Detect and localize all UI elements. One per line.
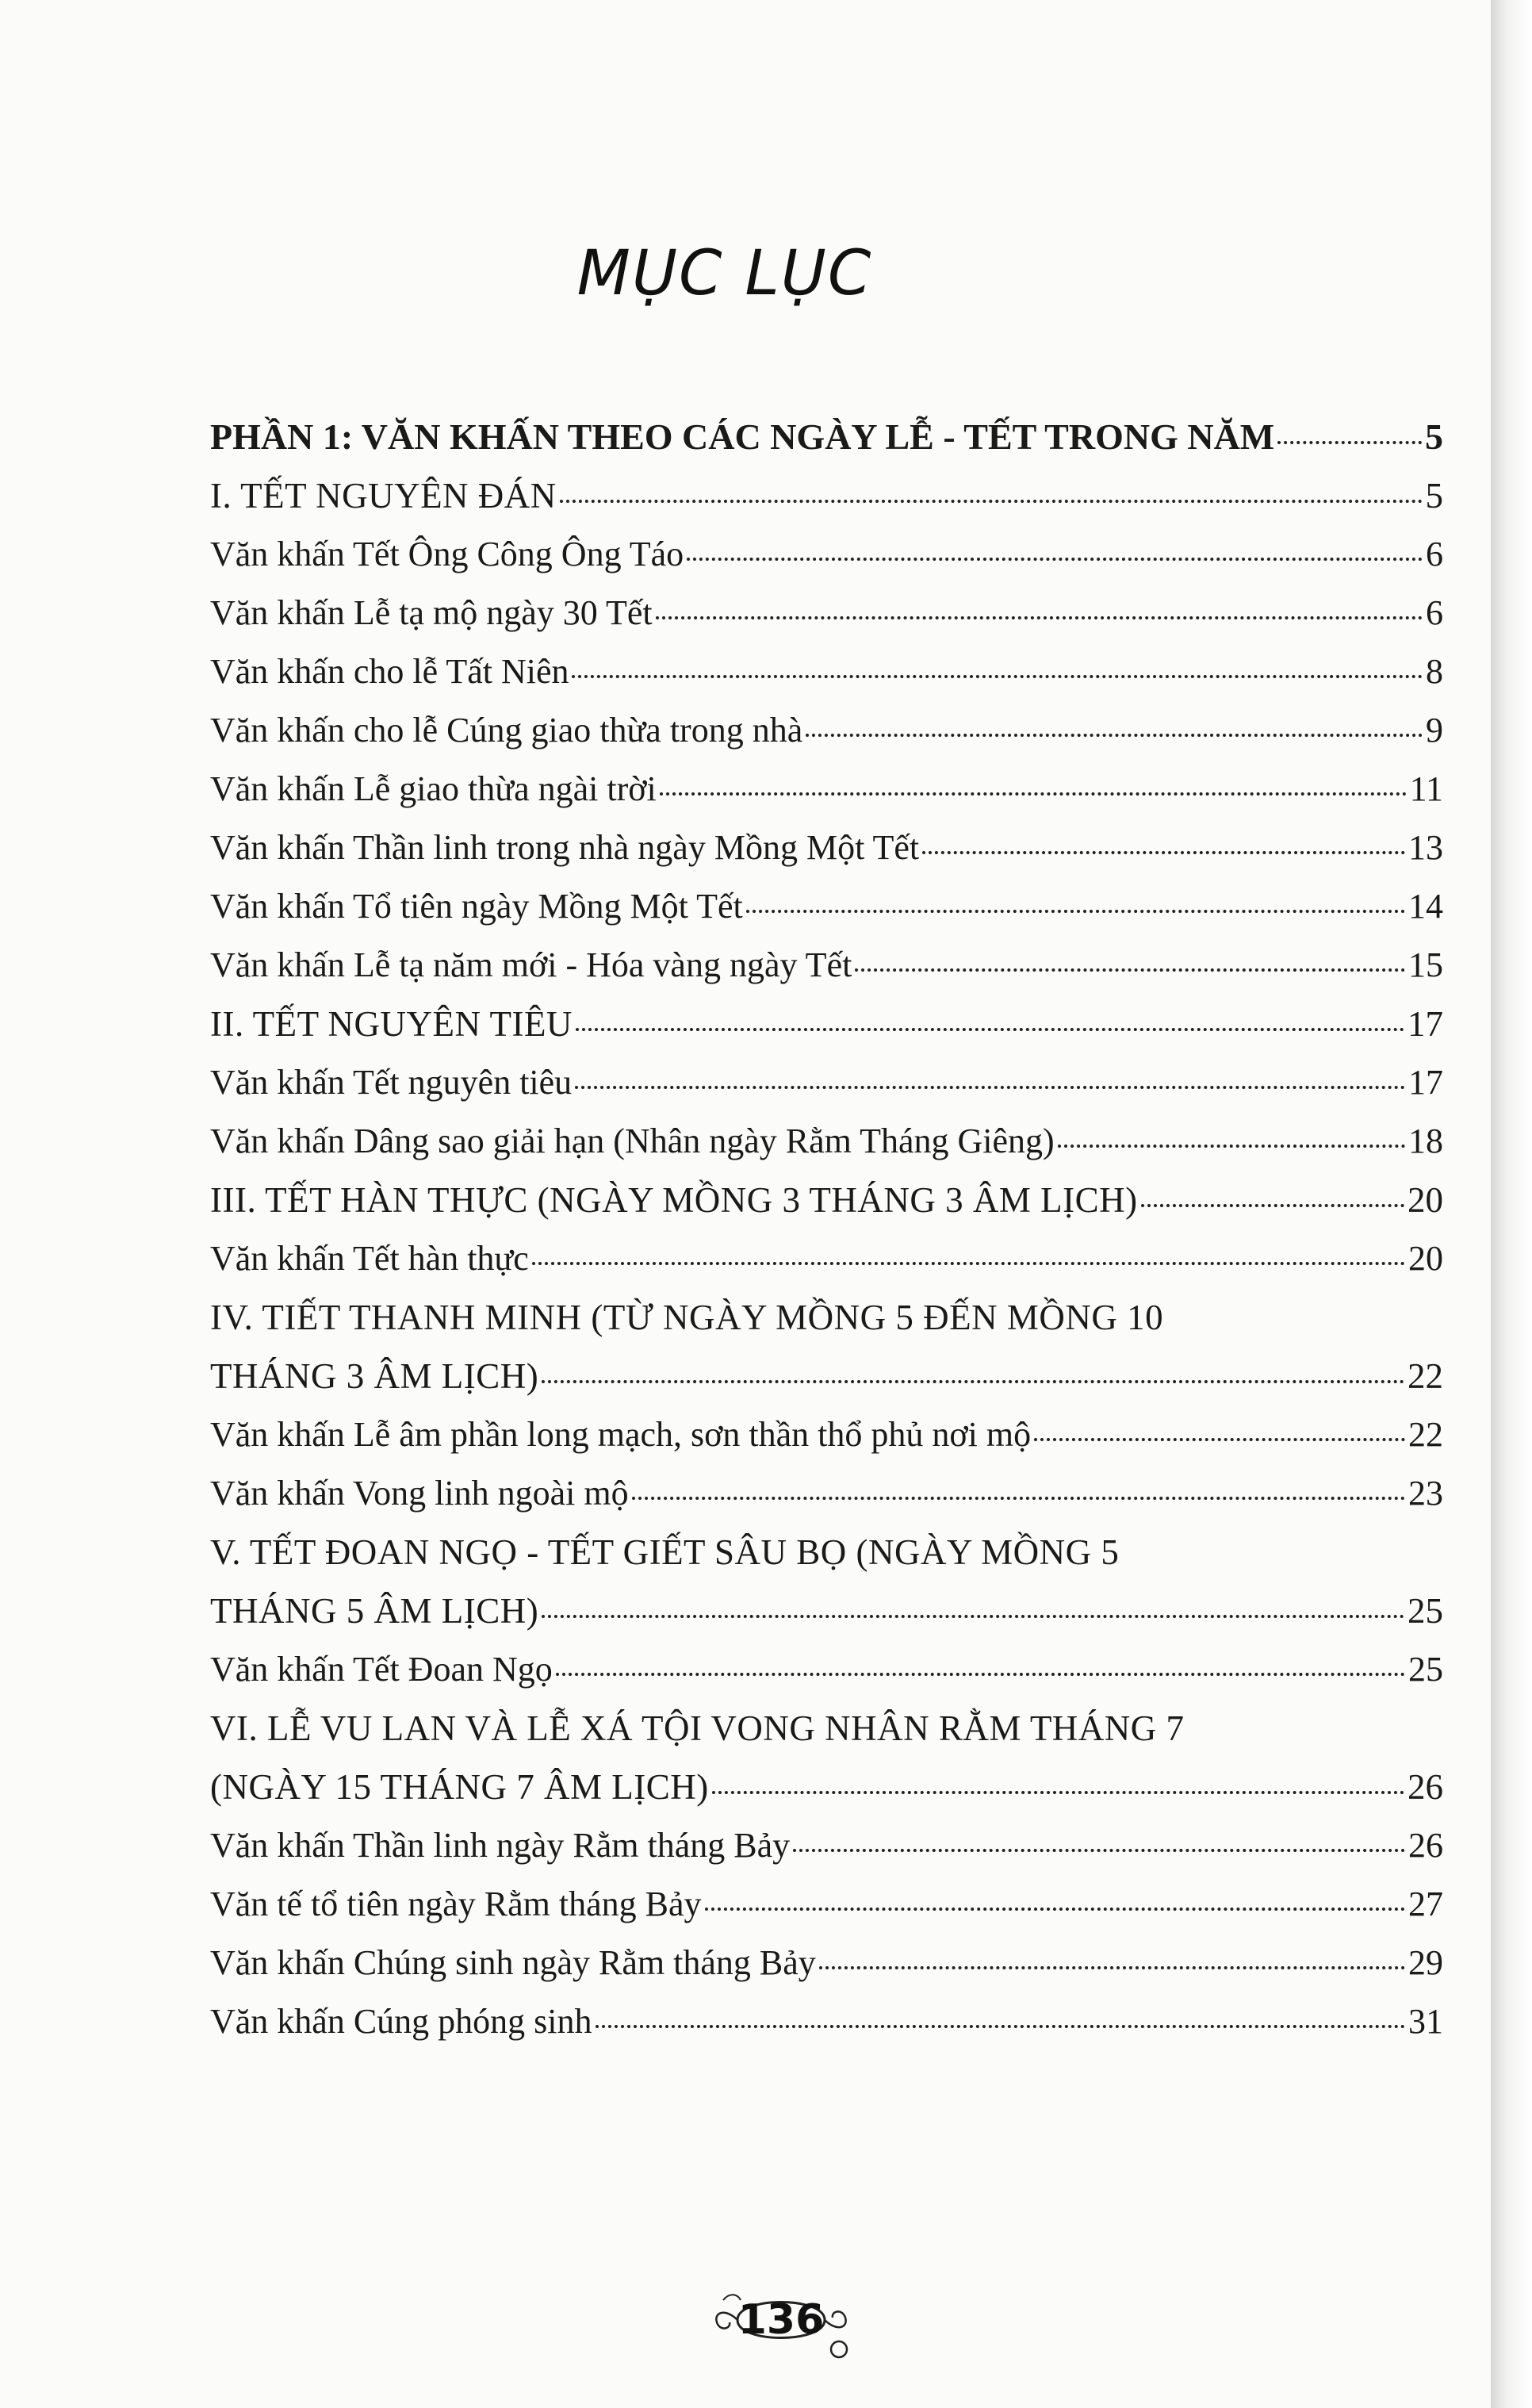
- toc-entry-title: Văn khấn Lễ âm phần long mạch, sơn thần thổ phủ nơi mộ: [210, 1415, 1032, 1454]
- dot-leader: [1058, 1145, 1405, 1148]
- dot-leader: [819, 1966, 1405, 1969]
- dot-leader: [575, 1086, 1405, 1089]
- toc-heading-line: IV. TIẾT THANH MINH (TỪ NGÀY MỒNG 5 ĐẾN MỒNG 10: [210, 1298, 1164, 1337]
- toc-entry-title: Văn khấn Tết Ông Công Ông Táo: [210, 535, 684, 573]
- dot-leader: [746, 910, 1405, 913]
- toc-entry-page: 31: [1408, 2002, 1443, 2041]
- toc-entry-title: (NGÀY 15 THÁNG 7 ÂM LỊCH): [210, 1767, 709, 1807]
- dot-leader: [1034, 1438, 1405, 1441]
- toc-entry[interactable]: [210, 638, 1443, 697]
- toc-entry[interactable]: [210, 815, 1443, 873]
- toc-entry-title: Văn khấn cho lễ Tất Niên: [210, 652, 569, 691]
- toc-entry-page: 6: [1426, 593, 1443, 632]
- toc-entry-title: Văn khấn Vong linh ngoài mộ: [210, 1474, 629, 1513]
- dot-leader: [712, 1791, 1404, 1794]
- toc-heading[interactable]: [210, 991, 1443, 1049]
- toc-entry-title: I. TẾT NGUYÊN ĐÁN: [210, 476, 557, 516]
- toc-entry-page: 25: [1408, 1591, 1443, 1631]
- toc-entry[interactable]: [210, 521, 1443, 580]
- toc-heading[interactable]: [210, 401, 1443, 462]
- toc-entry-page: 15: [1408, 945, 1443, 984]
- toc-entry-page: 14: [1408, 887, 1443, 926]
- toc-entry[interactable]: [210, 1812, 1443, 1871]
- toc-entry[interactable]: [210, 580, 1443, 638]
- toc-entry-title: Văn khấn Lễ giao thừa ngài trời: [210, 769, 657, 808]
- toc-entry[interactable]: [210, 932, 1443, 991]
- dot-leader: [793, 1849, 1405, 1852]
- toc-entry[interactable]: [210, 1930, 1443, 1988]
- toc-entry-page: 5: [1425, 416, 1443, 457]
- dot-leader: [855, 968, 1405, 972]
- dot-leader: [1141, 1204, 1404, 1207]
- toc-entry-title: Văn khấn Cúng phóng sinh: [210, 2002, 592, 2041]
- toc-heading-line: V. TẾT ĐOAN NGỌ - TẾT GIẾT SÂU BỌ (NGÀY MỒNG 5: [210, 1532, 1120, 1572]
- toc-entry-title: Văn khấn Thần linh ngày Rằm tháng Bảy: [210, 1826, 791, 1865]
- dot-leader: [632, 1497, 1405, 1500]
- dot-leader: [1277, 441, 1422, 444]
- toc-heading[interactable]: [210, 462, 1443, 521]
- toc-entry[interactable]: [210, 1401, 1443, 1460]
- toc-entry[interactable]: [210, 1225, 1443, 1284]
- toc-entry-page: 26: [1408, 1767, 1443, 1807]
- dot-leader: [532, 1262, 1405, 1265]
- toc-entry-page: 20: [1408, 1239, 1443, 1278]
- dot-leader: [660, 792, 1407, 796]
- toc-entry-title: Văn khấn Tết Đoan Ngọ: [210, 1650, 553, 1689]
- dot-leader: [556, 1673, 1405, 1676]
- toc-entry-page: 6: [1426, 535, 1443, 573]
- toc-entry-page: 18: [1408, 1122, 1443, 1160]
- toc-entry-title: Văn khấn Lễ tạ năm mới - Hóa vàng ngày Tết: [210, 945, 852, 984]
- toc-entry-title: THÁNG 5 ÂM LỊCH): [210, 1591, 539, 1631]
- toc-entry-title: Văn khấn cho lễ Cúng giao thừa trong nhà: [210, 711, 803, 750]
- dot-leader: [806, 734, 1423, 737]
- toc-entry[interactable]: [210, 697, 1443, 756]
- dot-leader: [922, 851, 1405, 854]
- toc-entry-page: 27: [1408, 1885, 1443, 1923]
- toc-entry[interactable]: [210, 1988, 1443, 2047]
- toc-entry-page: 20: [1408, 1180, 1443, 1220]
- toc-entry-title: Văn tế tổ tiên ngày Rằm tháng Bảy: [210, 1885, 702, 1923]
- page-edge: [1491, 0, 1532, 2408]
- dot-leader: [572, 675, 1423, 678]
- toc-entry-page: 26: [1408, 1826, 1443, 1865]
- toc-heading[interactable]: [210, 1167, 1443, 1225]
- dot-leader: [596, 2025, 1405, 2028]
- toc-entry-page: 11: [1409, 769, 1443, 808]
- toc-entry-title: Văn khấn Tổ tiên ngày Mồng Một Tết: [210, 887, 743, 926]
- toc-entry-page: 17: [1408, 1063, 1443, 1102]
- toc-entry[interactable]: [210, 756, 1443, 815]
- toc-entry-page: 5: [1425, 476, 1443, 516]
- dot-leader: [687, 558, 1423, 561]
- dot-leader: [542, 1380, 1404, 1383]
- toc-heading-line: VI. LỄ VU LAN VÀ LỄ XÁ TỘI VONG NHÂN RẰM THÁNG 7: [210, 1708, 1185, 1748]
- toc-heading[interactable]: [210, 1754, 1443, 1812]
- toc-entry-page: 23: [1408, 1474, 1443, 1513]
- toc-entry[interactable]: [210, 1636, 1443, 1695]
- toc-entry-title: Văn khấn Dâng sao giải hạn (Nhân ngày Rằm Tháng Giêng): [210, 1122, 1055, 1160]
- table-of-contents: [210, 401, 1443, 2047]
- dot-leader: [576, 1028, 1404, 1031]
- toc-entry-page: 9: [1426, 711, 1443, 750]
- page-title: MỤC LỤC: [576, 238, 873, 309]
- dot-leader: [542, 1615, 1404, 1618]
- toc-entry-title: Văn khấn Thần linh trong nhà ngày Mồng Một Tết: [210, 828, 920, 867]
- toc-entry[interactable]: [210, 1049, 1443, 1108]
- toc-entry-title: Văn khấn Tết hàn thực: [210, 1239, 529, 1278]
- toc-entry-page: 29: [1408, 1943, 1443, 1982]
- toc-entry-page: 13: [1408, 828, 1443, 867]
- page-number: 136: [737, 2296, 825, 2344]
- toc-entry-page: 8: [1426, 652, 1443, 691]
- toc-entry-title: II. TẾT NGUYÊN TIÊU: [210, 1004, 573, 1044]
- toc-entry[interactable]: [210, 1108, 1443, 1167]
- toc-entry-page: 25: [1408, 1650, 1443, 1689]
- dot-leader: [560, 500, 1423, 503]
- dot-leader: [705, 1908, 1405, 1911]
- toc-heading[interactable]: [210, 1578, 1443, 1636]
- toc-entry-title: III. TẾT HÀN THỰC (NGÀY MỒNG 3 THÁNG 3 ÂM LỊCH): [210, 1180, 1138, 1220]
- toc-heading[interactable]: [210, 1343, 1443, 1401]
- dot-leader: [656, 616, 1423, 619]
- toc-entry-title: THÁNG 3 ÂM LỊCH): [210, 1356, 539, 1396]
- page-number-ornament: [706, 2276, 856, 2364]
- toc-entry-page: 17: [1408, 1004, 1443, 1044]
- toc-entry[interactable]: [210, 1871, 1443, 1930]
- toc-entry[interactable]: [210, 1460, 1443, 1519]
- toc-entry-title: PHẦN 1: VĂN KHẤN THEO CÁC NGÀY LỄ - TẾT TRONG NĂM: [210, 416, 1275, 457]
- toc-entry-page: 22: [1408, 1415, 1443, 1454]
- toc-entry-title: Văn khấn Chúng sinh ngày Rằm tháng Bảy: [210, 1943, 816, 1982]
- toc-entry-page: 22: [1408, 1356, 1443, 1396]
- toc-entry[interactable]: [210, 873, 1443, 932]
- toc-entry-title: Văn khấn Tết nguyên tiêu: [210, 1063, 573, 1102]
- toc-entry-title: Văn khấn Lễ tạ mộ ngày 30 Tết: [210, 593, 653, 632]
